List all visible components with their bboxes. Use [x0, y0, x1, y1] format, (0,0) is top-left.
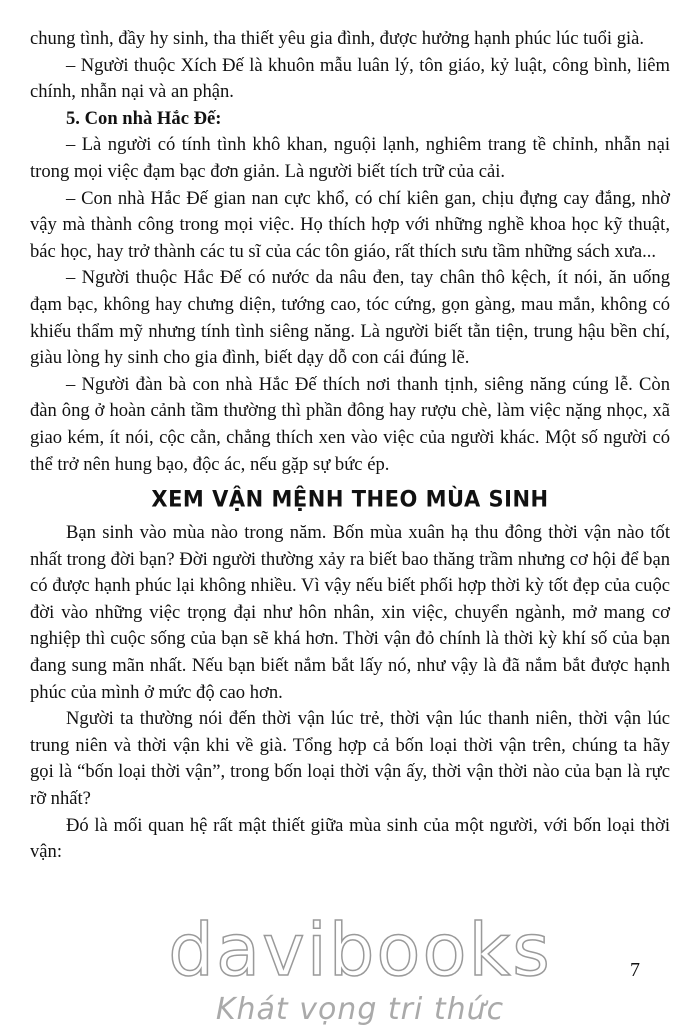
paragraph-season-1: Bạn sinh vào mùa nào trong năm. Bốn mùa xuân hạ thu đông thời vận nào tốt nhất trong đời bạn? Đời người thường xảy ra biết bao thăng trầm nhưng cơ hội để bạn có được hạnh phúc lại không nhiều. Vì vậy nếu biết phối hợp thời kỳ tốt đẹp của cuộc đời vào những việc trọng đại như hôn nhân, xin việc, chuyển ngành, mở mang cơ nghiệp thì cuộc sống của bạn sẽ khá hơn. Thời vận đỏ chính là thời kỳ khí số của bạn đang sung mãn nhất. Nếu bạn biết nắm bắt lấy nó, như vậy là đã nắm bắt được hạnh phúc của mình ở mức độ cao hơn. [30, 522, 670, 703]
page-body [30, 26, 670, 866]
subheading-hac-de: 5. Con nhà Hắc Đế: [66, 107, 222, 129]
paragraph-hac-de-2: – Con nhà Hắc Đế gian nan cực khổ, có chí kiên gan, chịu đựng cay đắng, nhờ vậy mà thành công trong mọi việc. Họ thích hợp với những nghề khoa học kỹ thuật, bác học, hay trở thành các tu sĩ của các tôn giáo, rất thích sưu tầm những sách xưa... [30, 187, 670, 262]
paragraph-season-2: Người ta thường nói đến thời vận lúc trẻ, thời vận lúc thanh niên, thời vận lúc trung niên và thời vận khi về già. Tổng hợp cả bốn loại thời vận trên, chúng ta hãy gọi là “bốn loại thời vận”, trong bốn loại thời vận ấy, thời vận thời nào của bạn là rực rỡ nhất? [30, 708, 670, 810]
paragraph-xich-de: – Người thuộc Xích Đế là khuôn mẫu luân lý, tôn giáo, kỷ luật, công bình, liêm chính, nhẫn nại và an phận. [30, 54, 670, 103]
watermark-brand: davibooks [168, 908, 552, 992]
paragraph-hac-de-1: – Là người có tính tình khô khan, nguội lạnh, nghiêm trang tề chỉnh, nhẫn nại trong mọi việc đạm bạc đơn giản. Là người biết tích trữ của cải. [30, 134, 670, 182]
section-title: XEM VẬN MỆNH THEO MÙA SINH [151, 486, 549, 512]
page-number: 7 [630, 959, 640, 981]
watermark-slogan: Khát vọng tri thức [215, 992, 505, 1027]
paragraph-season-3: Đó là mối quan hệ rất mật thiết giữa mùa sinh của một người, với bốn loại thời vận: [30, 814, 670, 863]
paragraph-hac-de-3: – Người thuộc Hắc Đế có nước da nâu đen, tay chân thô kệch, ít nói, ăn uống đạm bạc, không hay chưng diện, tướng cao, tóc cứng, gọn gàng, mau mắn, không có khiếu thẩm mỹ nhưng tính tình siêng năng. Là người biết tằn tiện, trung hậu bền chí, giàu lòng hy sinh cho gia đình, biết dạy dỗ con cái đúng lẽ. [30, 267, 670, 369]
paragraph-continuation: chung tình, đầy hy sinh, tha thiết yêu gia đình, được hưởng hạnh phúc lúc tuổi già. [30, 28, 645, 49]
watermark [150, 910, 570, 1028]
paragraph-hac-de-4: – Người đàn bà con nhà Hắc Đế thích nơi thanh tịnh, siêng năng cúng lễ. Còn đàn ông ở hoàn cảnh tầm thường thì phần đông hay rượu chè, làm việc nặng nhọc, xã giao kém, ít nói, cộc cằn, chẳng thích xen vào việc của người khác. Một số người có thể trở nên hung bạo, độc ác, nếu gặp sự bức ép. [30, 373, 670, 475]
